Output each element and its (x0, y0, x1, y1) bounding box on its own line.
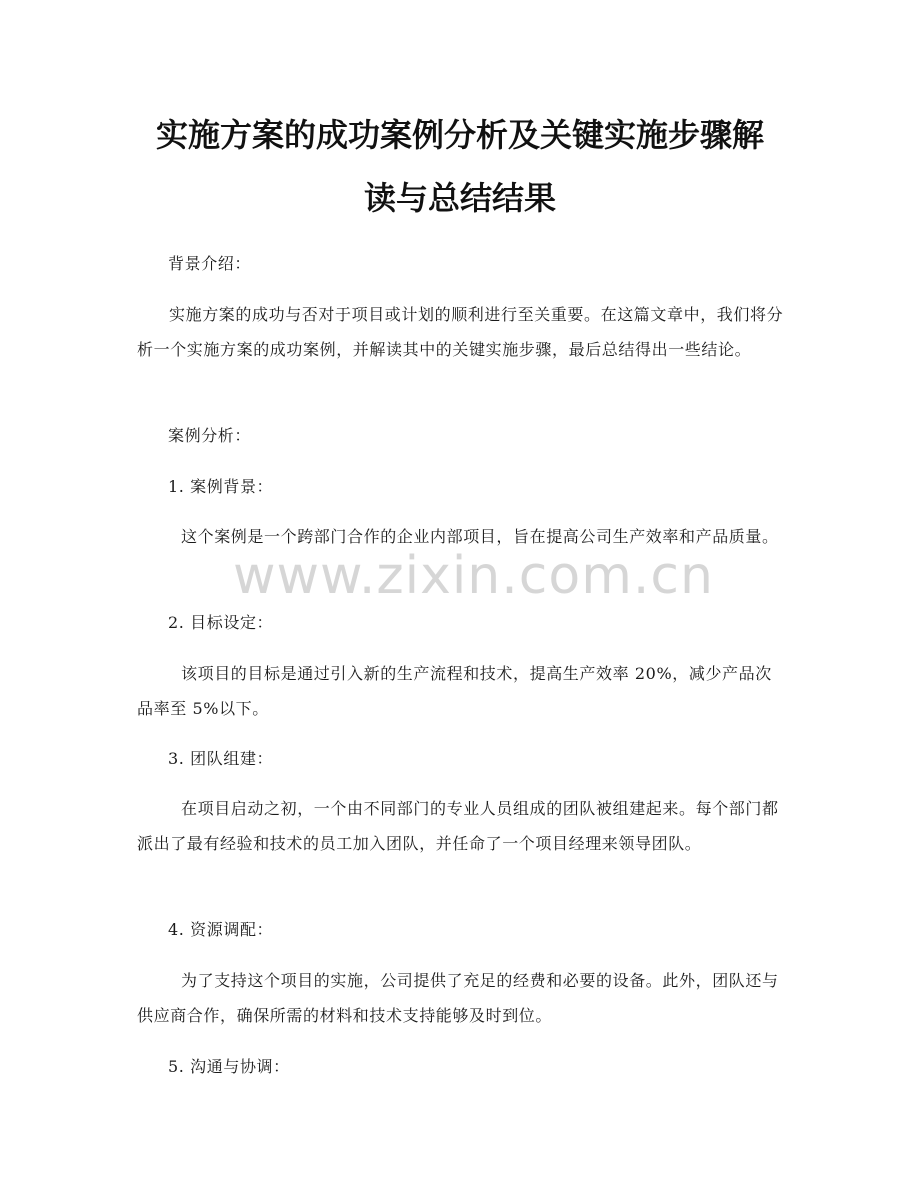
background-heading: 背景介绍： (168, 254, 252, 273)
case-analysis-heading: 案例分析： (168, 426, 252, 445)
section-paragraph-team-building: 在项目启动之初，一个由不同部门的专业人员组成的团队被组建起来。每个部门都派出了最有经验和技术的员工加入团队，并任命了一个项目经理来领导团队。 (137, 799, 779, 853)
section-heading-goal-setting: 2. 目标设定： (168, 613, 274, 632)
watermark-text: www.zixin.com.cn (233, 546, 714, 606)
background-paragraph: 实施方案的成功与否对于项目或计划的顺利进行至关重要。在这篇文章中，我们将分析一个实施方案的成功案例，并解读其中的关键实施步骤，最后总结得出一些结论。 (137, 305, 784, 359)
section-heading-resource-allocation: 4. 资源调配： (168, 920, 274, 939)
section-paragraph-goal-setting: 该项目的目标是通过引入新的生产流程和技术，提高生产效率 20%，减少产品次品率至 5%以下。 (137, 664, 772, 718)
document-title-line-2: 读与总结结果 (363, 179, 556, 217)
section-heading-team-building: 3. 团队组建： (168, 749, 274, 768)
section-heading-communication: 5. 沟通与协调： (168, 1057, 290, 1076)
section-paragraph-case-background: 这个案例是一个跨部门合作的企业内部项目，旨在提高公司生产效率和产品质量。 (181, 527, 779, 546)
section-heading-case-background: 1. 案例背景： (168, 477, 274, 496)
document-title-line-1: 实施方案的成功案例分析及关键实施步骤解 (155, 116, 764, 154)
section-paragraph-resource-allocation: 为了支持这个项目的实施，公司提供了充足的经费和必要的设备。此外，团队还与供应商合作，确保所需的材料和技术支持能够及时到位。 (137, 971, 779, 1025)
